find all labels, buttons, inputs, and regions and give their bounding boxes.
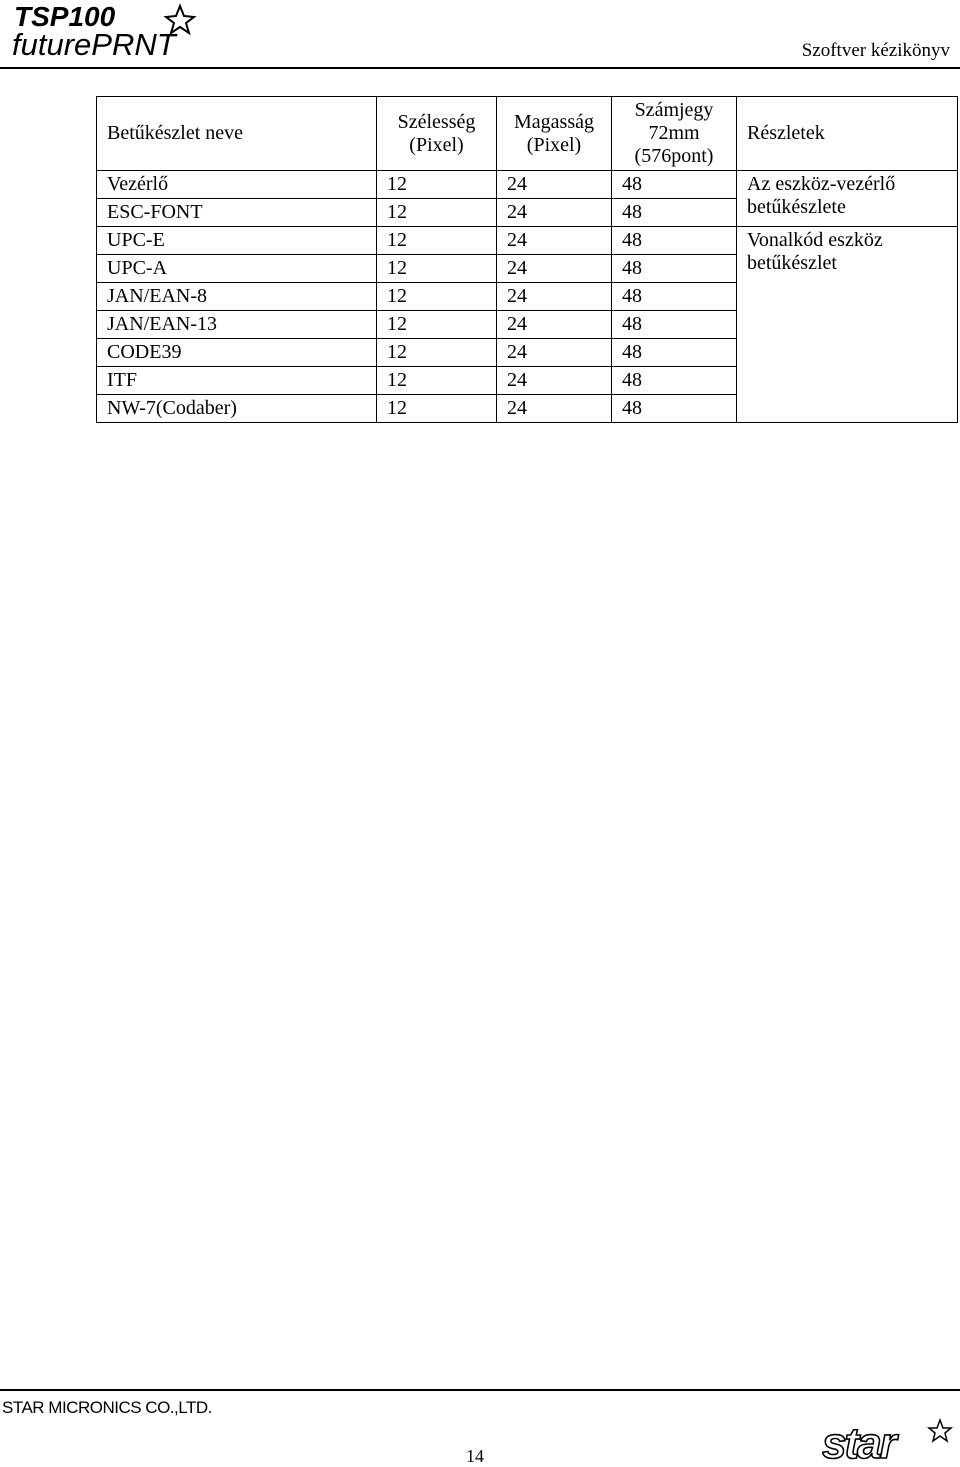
cell-name: ESC-FONT <box>97 199 377 227</box>
logo-text-line1: TSP100 <box>14 1 116 32</box>
cell-width: 12 <box>377 283 497 311</box>
header-details: Részletek <box>737 97 958 171</box>
page-number: 14 <box>466 1446 484 1466</box>
cell-width: 12 <box>377 311 497 339</box>
logo-text-line2: futurePRNT <box>12 27 176 62</box>
font-table <box>96 96 958 423</box>
cell-name: CODE39 <box>97 339 377 367</box>
company-name: STAR MICRONICS CO.,LTD. <box>2 1398 212 1417</box>
cell-width: 12 <box>377 199 497 227</box>
cell-digits: 48 <box>612 395 737 423</box>
cell-height: 24 <box>497 283 612 311</box>
cell-height: 24 <box>497 339 612 367</box>
cell-name: JAN/EAN-8 <box>97 283 377 311</box>
cell-height: 24 <box>497 171 612 199</box>
cell-digits: 48 <box>612 171 737 199</box>
cell-width: 12 <box>377 171 497 199</box>
cell-name: JAN/EAN-13 <box>97 311 377 339</box>
tsp100-futureprnt-logo <box>10 0 240 62</box>
cell-name: Vezérlő <box>97 171 377 199</box>
cell-details: Vonalkód eszköz betűkészlet <box>737 227 958 423</box>
cell-width: 12 <box>377 227 497 255</box>
table-row <box>97 227 958 255</box>
header-name: Betűkészlet neve <box>97 97 377 171</box>
cell-height: 24 <box>497 311 612 339</box>
cell-name: NW-7(Codaber) <box>97 395 377 423</box>
document-title: Szoftver kézikönyv <box>801 40 950 61</box>
cell-details: Az eszköz-vezérlő betűkészlete <box>737 171 958 227</box>
star-brand-logo <box>822 1418 954 1462</box>
header-width: Szélesség (Pixel) <box>377 97 497 171</box>
cell-digits: 48 <box>612 367 737 395</box>
cell-width: 12 <box>377 367 497 395</box>
brand-logo-text: star <box>822 1419 895 1462</box>
cell-height: 24 <box>497 199 612 227</box>
cell-name: ITF <box>97 367 377 395</box>
cell-height: 24 <box>497 395 612 423</box>
cell-digits: 48 <box>612 339 737 367</box>
header-digits: Számjegy 72mm (576pont) <box>612 97 737 171</box>
cell-height: 24 <box>497 255 612 283</box>
cell-height: 24 <box>497 227 612 255</box>
cell-width: 12 <box>377 395 497 423</box>
header-height: Magasság (Pixel) <box>497 97 612 171</box>
cell-digits: 48 <box>612 311 737 339</box>
table-header-row <box>97 97 958 171</box>
cell-digits: 48 <box>612 283 737 311</box>
cell-digits: 48 <box>612 227 737 255</box>
cell-width: 12 <box>377 255 497 283</box>
cell-name: UPC-A <box>97 255 377 283</box>
cell-width: 12 <box>377 339 497 367</box>
brand-star-icon <box>929 1420 951 1441</box>
header-divider <box>0 67 960 69</box>
cell-digits: 48 <box>612 199 737 227</box>
cell-digits: 48 <box>612 255 737 283</box>
footer-divider <box>0 1389 960 1391</box>
cell-height: 24 <box>497 367 612 395</box>
cell-name: UPC-E <box>97 227 377 255</box>
table-row <box>97 171 958 199</box>
